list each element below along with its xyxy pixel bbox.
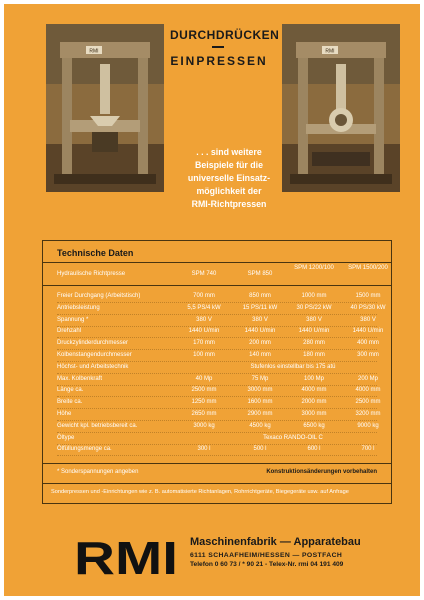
table-row [43,397,391,409]
table-cell: 3000 mm [247,387,273,394]
table-row [43,291,391,303]
heading-divider [212,46,224,48]
table-cell: 2000 mm [301,399,327,406]
row-label: Gewicht kpl. betriebsbereit ca. [57,422,138,429]
table-cell: 15 PS/11 kW [242,304,278,311]
table-row [43,409,391,421]
press-photo-left [46,24,164,192]
tagline-line: möglichkeit der [196,186,262,196]
table-cell: 40 Mp [195,375,213,382]
row-label: Kolbenstangendurchmesser [57,352,132,358]
footnote-special-voltage: * Sonderspannungen angeben [57,469,139,475]
table-cell: 280 mm [303,340,325,347]
tagline-line: Beispiele für die [195,160,263,170]
table-row [43,303,391,315]
rmi-logo-text: RMI [74,534,178,580]
row-label: Druckzylinderdurchmesser [57,340,129,347]
table-cell: 2500 mm [355,399,381,406]
table-cell: 700 mm [193,293,215,299]
company-block [190,536,361,568]
table-header-row [43,265,391,281]
row-label: Höchst- und Arbeitstechnik [57,363,129,370]
table-row [43,421,391,433]
table-cell: 170 mm [193,340,215,347]
table-cell: 4000 mm [301,387,327,394]
table-row [43,433,391,445]
table-cell: 9000 kg [357,422,379,429]
table-cell: 30 PS/22 kW [296,304,332,311]
table-cell: 300 mm [357,352,379,358]
table-cell: 1000 mm [301,293,327,299]
row-label: Spannung * [57,316,89,323]
table-cell: 200 Mp [357,375,378,382]
row-label: Höhe [57,411,72,417]
row-label: Freier Durchgang (Arbeitstisch) [57,293,141,299]
table-row [43,350,391,362]
table-cell: 6500 kg [303,422,325,429]
row-label: Ölfüllungsmenge ca. [57,446,112,453]
row-label: Länge ca. [57,387,84,394]
row-divider [57,455,377,456]
table-cell: 300 l [197,446,211,453]
table-cell: 140 mm [249,352,271,358]
table-row [43,374,391,386]
table-cell: 3000 mm [301,411,327,417]
tagline-line: universelle Einsatz- [187,173,271,183]
company-address: 6111 SCHAAFHEIM/HESSEN — POSTFACH [190,552,343,559]
table-cell: 4500 kg [249,422,271,429]
table-row [43,338,391,350]
heading-durchdruecken: DURCHDRÜCKEN [170,28,280,42]
column-header: SPM 850 [247,271,273,277]
row-label: Öltype [57,434,75,441]
table-cell: 380 V [306,316,322,323]
table-row [43,326,391,338]
table-cell: 500 l [253,446,267,453]
table-cell: 200 mm [249,340,271,347]
divider [43,285,391,286]
brochure-page [4,4,420,596]
table-row [43,362,391,374]
table-cell: 40 PS/30 kW [350,304,386,311]
column-header: SPM 740 [191,271,217,277]
row-span-value: Stufenlos einstellbar bis 175 atü [250,363,336,370]
table-cell: 3200 mm [355,411,381,417]
divider [43,463,391,464]
table-cell: 100 Mp [303,375,324,382]
divider [43,262,391,263]
table-cell: 5,5 PS/4 kW [187,304,221,311]
column-header: SPM 1200/100 [294,265,334,271]
table-cell: 600 l [307,446,321,453]
company-name: Maschinenfabrik — Apparatebau [190,536,361,548]
row-span-value: Texaco RANDO-OIL C [263,434,323,441]
column-header: SPM 1500/200 [348,265,388,271]
header-label: Hydraulische Richtpresse [57,271,126,277]
table-cell: 2900 mm [247,411,273,417]
table-cell: 1440 U/min [244,328,276,335]
technical-data-title: Technische Daten [57,248,134,258]
press-plate-text-right: RMI [325,48,335,55]
table-cell: 1600 mm [247,399,273,406]
divider [43,483,391,484]
tagline-line: . . . sind weitere [196,147,262,157]
heading-einpressen: EINPRESSEN [170,54,268,68]
table-cell: 3000 kg [193,422,215,429]
tagline [170,146,288,211]
table-cell: 850 mm [249,293,271,299]
table-cell: 100 mm [193,352,215,358]
table-cell: 700 l [361,446,375,453]
table-row [43,315,391,327]
table-cell: 2650 mm [191,411,217,417]
table-cell: 1500 mm [355,293,381,299]
table-cell: 4000 mm [355,387,381,394]
table-cell: 380 V [360,316,376,323]
table-cell: 1440 U/min [298,328,330,335]
table-cell: 1440 U/min [188,328,220,335]
table-cell: 380 V [196,316,212,323]
technical-data-panel [42,240,392,504]
table-cell: 380 V [252,316,268,323]
rmi-logo [74,534,178,580]
row-label: Antriebsleistung [57,304,100,311]
table-row [43,444,391,456]
table-cell: 75 Mp [251,375,269,382]
tagline-line: RMI-Richtpressen [191,199,267,209]
table-cell: 400 mm [357,340,379,347]
row-label: Breite ca. [57,399,83,406]
row-label: Max. Kolbenkraft [57,375,103,382]
table-cell: 180 mm [303,352,325,358]
row-label: Drehzahl [57,328,82,335]
special-presses-note: Sonderpressen und -Einrichtungen wie z. B. automatisierte Richtanlagen, Rohrrichtgeräte, Biegegeräte usw. auf Anfrage [51,489,349,495]
footnote-changes-reserved: Konstruktionsänderungen vorbehalten [266,469,377,475]
table-cell: 1250 mm [191,399,217,406]
press-photo-right [282,24,400,192]
table-cell: 2500 mm [191,387,217,394]
table-row [43,385,391,397]
table-cell: 1440 U/min [352,328,384,335]
press-plate-text-left: RMI [89,48,99,55]
company-phone: Telefon 0 60 73 / * 90 21 - Telex-Nr. rmi 04 191 409 [190,561,344,568]
